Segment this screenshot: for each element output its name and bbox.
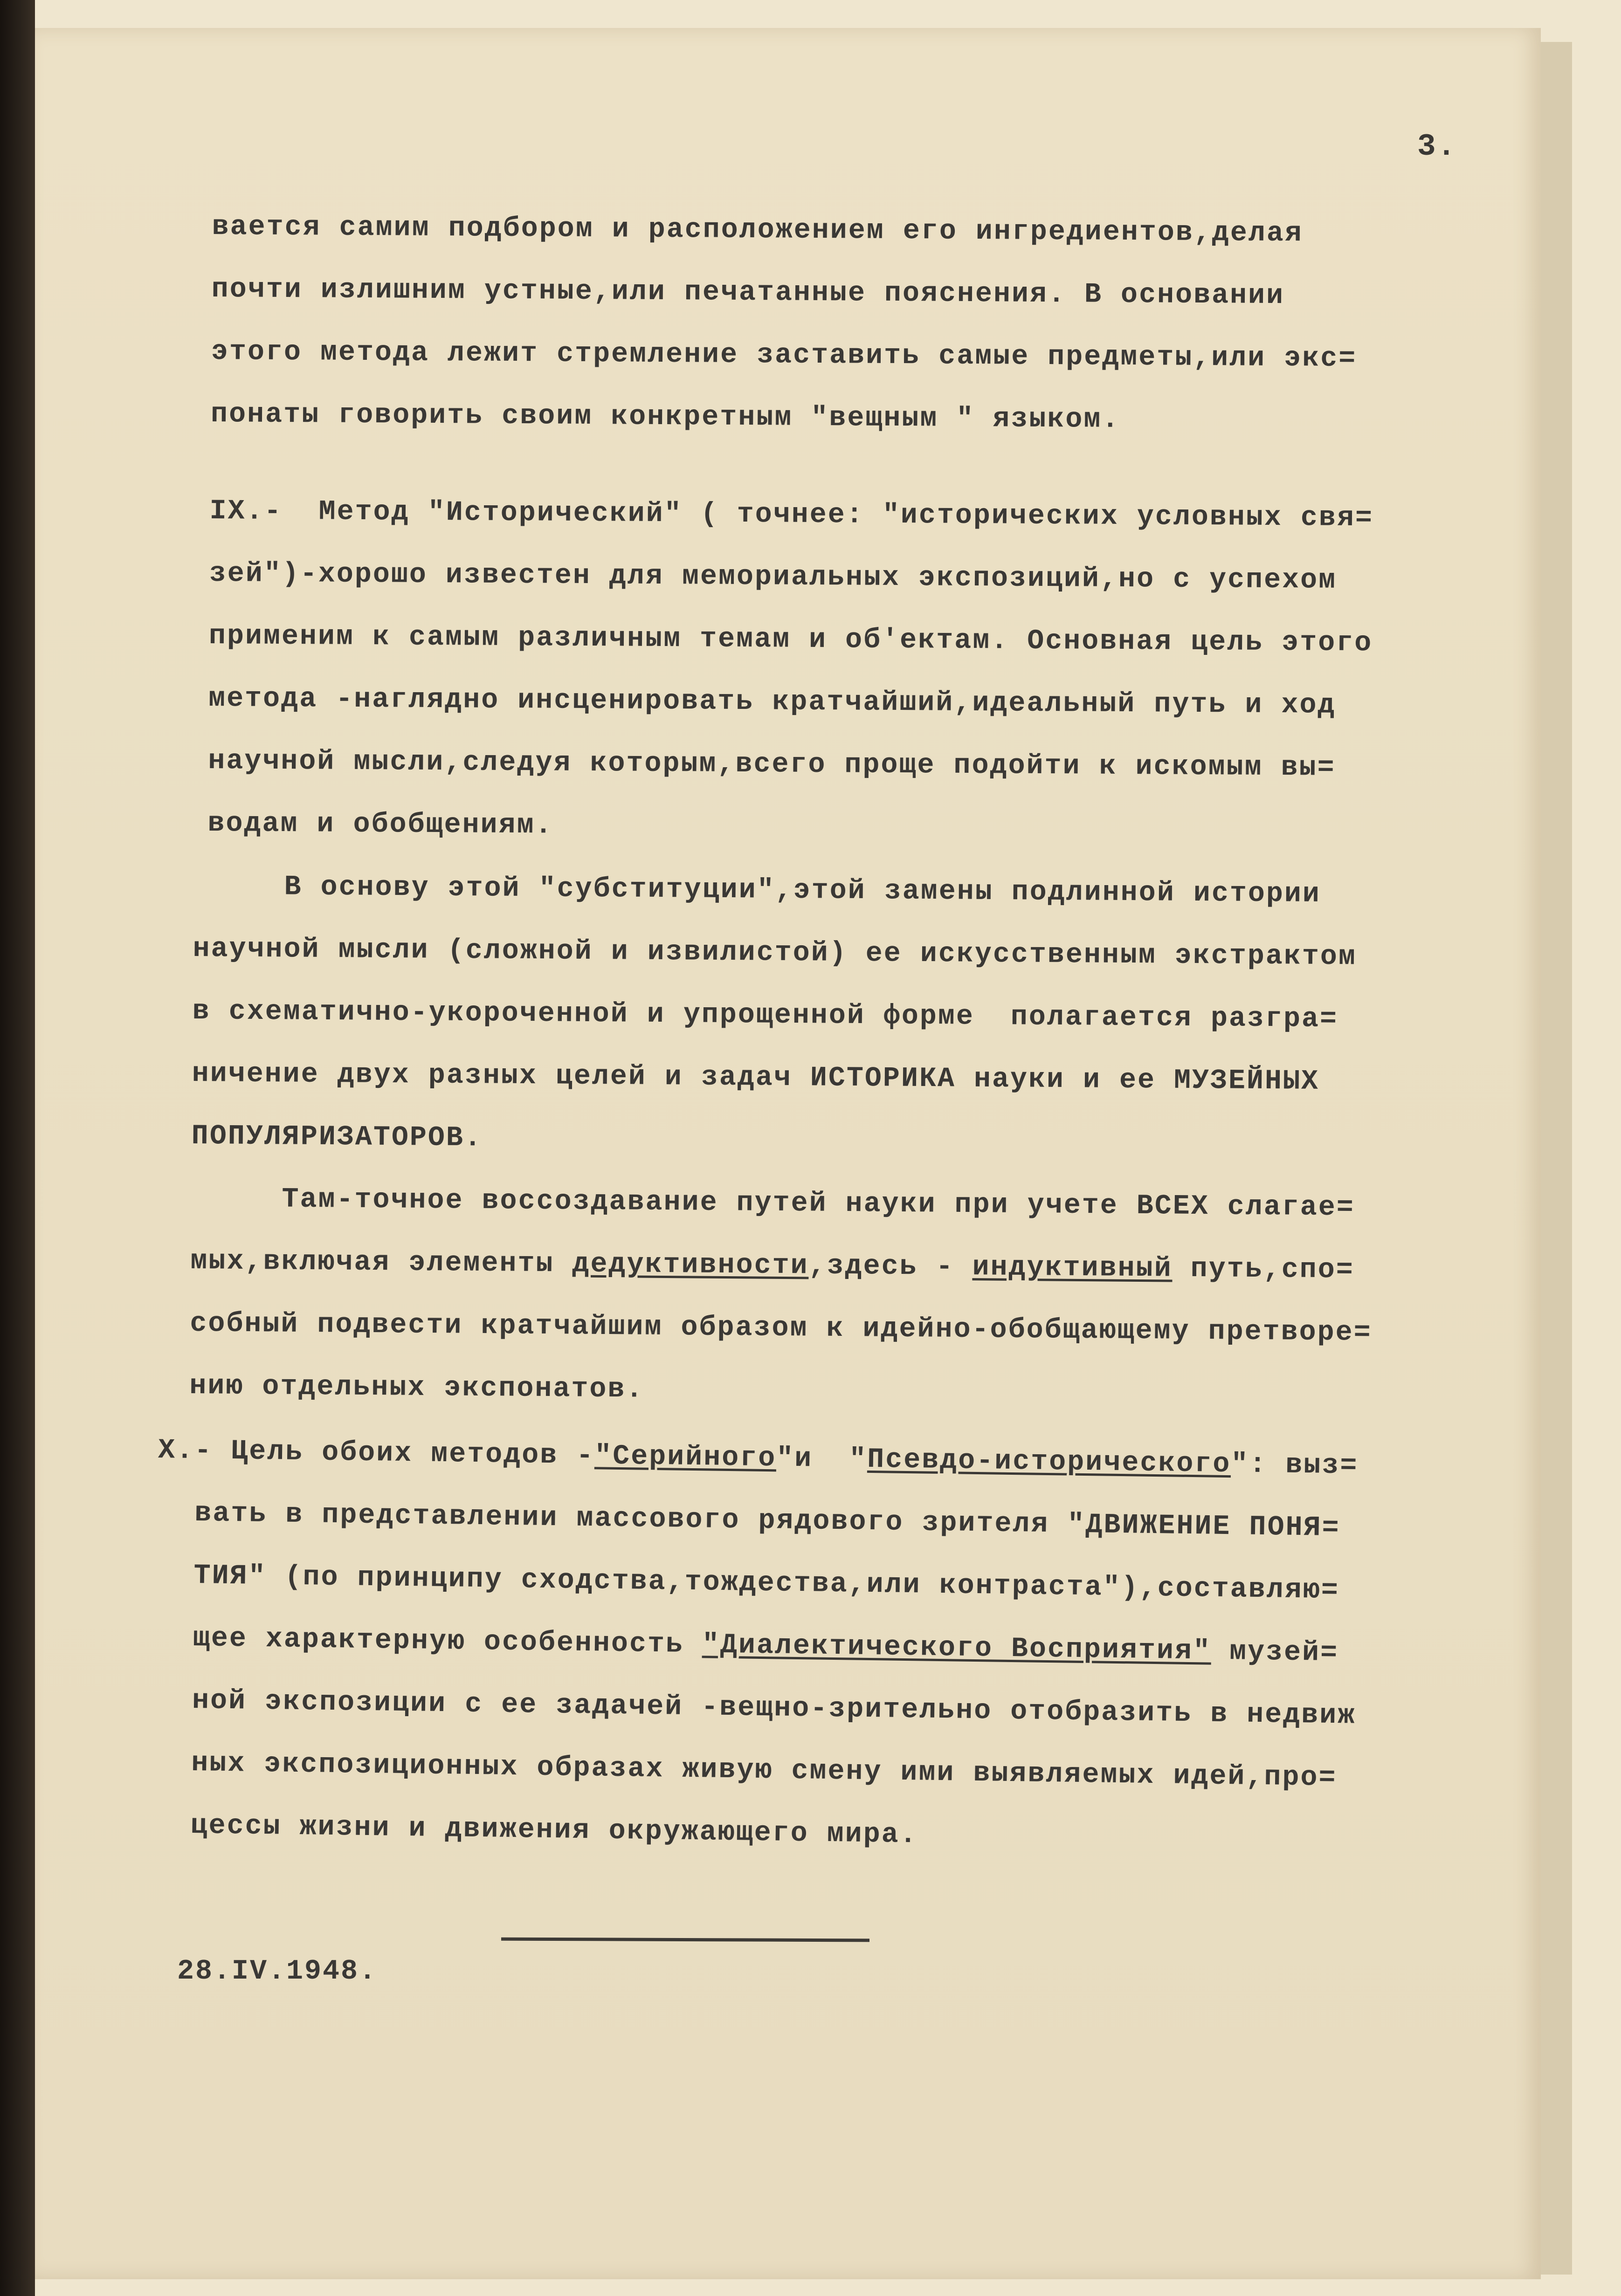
paragraph-5-line-6: ных экспозиционных образах живую смену ими выявляемых идей,про= xyxy=(191,1747,1337,1794)
paragraph-2-section-ix xyxy=(207,480,1373,862)
paragraph-5-line-7: цессы жизни и движения окружающего мира. xyxy=(190,1809,918,1851)
paragraph-2-line-1: IX.- Метод "Исторический" ( точнее: "исторических условных свя= xyxy=(209,495,1374,535)
paragraph-4-line-1: Там-точное воссоздавание путей науки при учете ВСЕХ слагае= xyxy=(191,1182,1355,1224)
paragraph-5-line-5: ной экспозиции с ее задачей -вещно-зрительно отобразить в недвиж xyxy=(192,1684,1356,1732)
paragraph-5-line-4-text-b: музей= xyxy=(1211,1636,1339,1670)
paragraph-1-line-2: почти излишним устные,или печатанные пояснения. В основании xyxy=(211,273,1285,312)
paragraph-2-line-6: водам и обобщениям. xyxy=(207,807,553,842)
paragraph-2-line-2: зей")-хорошо известен для мемориальных экспозиций,но с успехом xyxy=(209,557,1337,597)
paragraph-3-line-4: ничение двух разных целей и задач ИСТОРИКА науки и ее МУЗЕЙНЫХ xyxy=(192,1058,1320,1098)
paragraph-5-line-1-text-b: "и " xyxy=(776,1443,868,1476)
paragraph-4 xyxy=(189,1168,1373,1427)
underlined-term-serial: "Серийного xyxy=(594,1440,777,1475)
paragraph-3 xyxy=(191,855,1357,1175)
underlined-term-deductivity: дедуктивности xyxy=(572,1248,809,1282)
paragraph-4-line-3: собный подвести кратчайшим образом к идейно-обобщающему претворе= xyxy=(190,1307,1372,1349)
paragraph-3-line-3: в схематично-укороченной и упрощенной форме полагается разгра= xyxy=(192,995,1338,1036)
paragraph-5-line-2: вать в представлении массового рядового зрителя "ДВИЖЕНИЕ ПОНЯ= xyxy=(194,1498,1340,1545)
paragraph-4-line-2-text-a: мых,включая элементы xyxy=(190,1245,573,1280)
paragraph-5-section-x xyxy=(153,1419,1359,1872)
paragraph-2-line-3: применим к самым различным темам и об'ектам. Основная цель этого xyxy=(208,620,1373,660)
paragraph-2-line-4: метода -наглядно инсценировать кратчайший,идеальный путь и ход xyxy=(208,682,1336,722)
paragraph-3-line-1: В основу этой "субституции",этой замены подлинной истории xyxy=(193,870,1321,910)
underlined-term-dialectical-perception: "Диалектического Восприятия" xyxy=(702,1629,1212,1668)
paragraph-5-line-3: ТИЯ" (по принципу сходства,тождества,или контраста"),составляю= xyxy=(193,1560,1340,1607)
paragraph-3-line-5: ПОПУЛЯРИЗАТОРОВ. xyxy=(191,1120,483,1155)
paragraph-5-line-1-text-c: ": выз= xyxy=(1230,1449,1359,1482)
binding-edge xyxy=(0,0,35,2296)
paragraph-4-line-4: нию отдельных экспонатов. xyxy=(189,1370,644,1406)
document-date: 28.IV.1948. xyxy=(177,1956,378,1987)
paragraph-1 xyxy=(211,196,1358,453)
paragraph-4-line-2-text-b: ,здесь - xyxy=(808,1250,973,1284)
paragraph-2-line-5: научной мысли,следуя которым,всего проще подойти к искомым вы= xyxy=(208,745,1336,784)
paragraph-4-line-2-text-c: путь,спо= xyxy=(1172,1253,1355,1286)
underlined-term-inductive: индуктивный xyxy=(972,1251,1173,1285)
paragraph-1-line-4: понаты говорить своим конкретным "вещным " языком. xyxy=(210,398,1120,436)
underlined-term-pseudo-historical: Псевдо-исторического xyxy=(867,1444,1231,1481)
paragraph-5-line-1-text-a: Х.- Цель обоих методов - xyxy=(158,1434,595,1472)
paragraph-5-line-4-text-a: щее характерную особенность xyxy=(193,1622,703,1661)
page-number: 3. xyxy=(1417,129,1457,164)
paragraph-4-line-2 xyxy=(190,1230,1373,1302)
paragraph-3-line-2: научной мысли (сложной и извилистой) ее искусственным экстрактом xyxy=(193,933,1357,973)
paragraph-1-line-1: вается самим подбором и расположением его ингредиентов,делая xyxy=(212,211,1304,250)
paragraph-1-line-3: этого метода лежит стремление заставить самые предметы,или экс= xyxy=(211,336,1357,375)
